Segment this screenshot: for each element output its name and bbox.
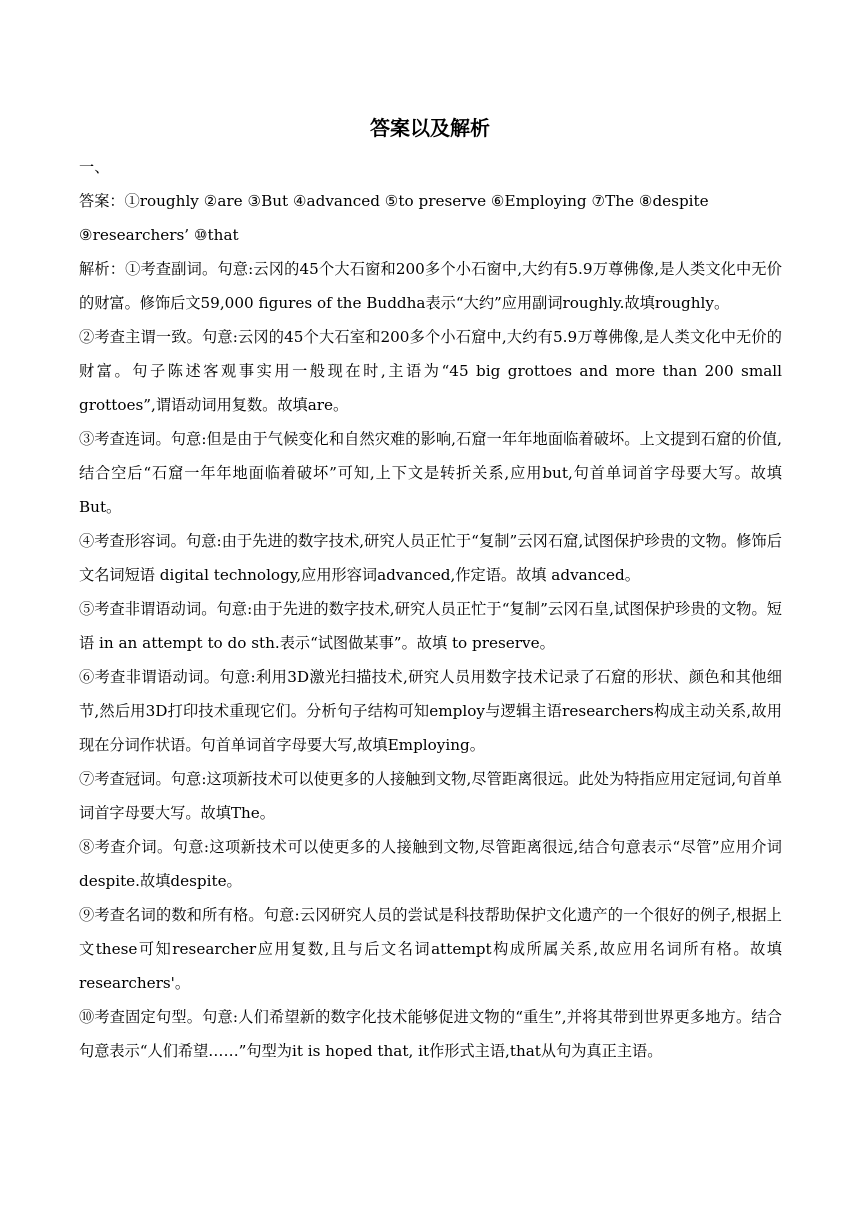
- explanation-5: ⑤考查非谓语动词。句意:由于先进的数字技术,研究人员正忙于“复制”云冈石皇,试图保护珍贵的文物。短语 in an attempt to do sth.表示“试图做某事”。故填 to preserve。: [79, 600, 782, 652]
- answer-line-2: ⑨researchers’ ⑩that: [79, 226, 239, 244]
- document-body: [79, 150, 782, 1068]
- explanation-3: ③考查连词。句意:但是由于气候变化和自然灾难的影响,石窟一年年地面临着破坏。上文提到石窟的价值,结合空后“石窟一年年地面临着破坏”可知,上下文是转折关系,应用but,句首单词首字母要大写。故填But。: [79, 430, 782, 516]
- section-heading: 一、: [79, 158, 110, 176]
- explanation-7: ⑦考查冠词。句意:这项新技术可以使更多的人接触到文物,尽管距离很远。此处为特指应用定冠词,句首单词首字母要大写。故填The。: [79, 770, 782, 822]
- explanation-6: ⑥考查非谓语动词。句意:利用3D激光扫描技术,研究人员用数字技术记录了石窟的形状、颜色和其他细节,然后用3D打印技术重现它们。分析句子结构可知employ与逻辑主语researchers构成主动关系,故用现在分词作状语。句首单词首字母要大写,故填Employing。: [79, 668, 782, 754]
- explanation-10: ⑩考查固定句型。句意:人们希望新的数字化技术能够促进文物的“重生”,并将其带到世界更多地方。结合句意表示“人们希望……”句型为it is hoped that, it作形式主语,that从句为真正主语。: [79, 1008, 782, 1060]
- explanation-2: ②考查主谓一致。句意:云冈的45个大石室和200多个小石窟中,大约有5.9万尊佛像,是人类文化中无价的财富。句子陈述客观事实用一般现在时,主语为“45 big grottoes and more than 200 small grottoes”,谓语动词用复数。故填are。: [79, 328, 782, 414]
- explanation-4: ④考查形容词。句意:由于先进的数字技术,研究人员正忙于“复制”云冈石窟,试图保护珍贵的文物。修饰后文名词短语 digital technology,应用形容词advanced,作定语。故填 advanced。: [79, 532, 782, 584]
- explanation-9: ⑨考查名词的数和所有格。句意:云冈研究人员的尝试是科技帮助保护文化遗产的一个很好的例子,根据上文these可知researcher应用复数,且与后文名词attempt构成所属关系,故应用名词所有格。故填researchers'。: [79, 906, 782, 992]
- explanation-8: ⑧考查介词。句意:这项新技术可以使更多的人接触到文物,尽管距离很远,结合句意表示“尽管”应用介词despite.故填despite。: [79, 838, 782, 890]
- page-title: 答案以及解析: [370, 116, 490, 140]
- answer-line-1: 答案：①roughly ②are ③But ④advanced ⑤to preserve ⑥Employing ⑦The ⑧despite: [79, 192, 709, 210]
- explanation-1: 解析：①考查副词。句意:云冈的45个大石窗和200多个小石窗中,大约有5.9万尊佛像,是人类文化中无价的财富。修饰后文59,000 figures of the Buddha表示“大约”应用副词roughly.故填roughly。: [79, 260, 782, 312]
